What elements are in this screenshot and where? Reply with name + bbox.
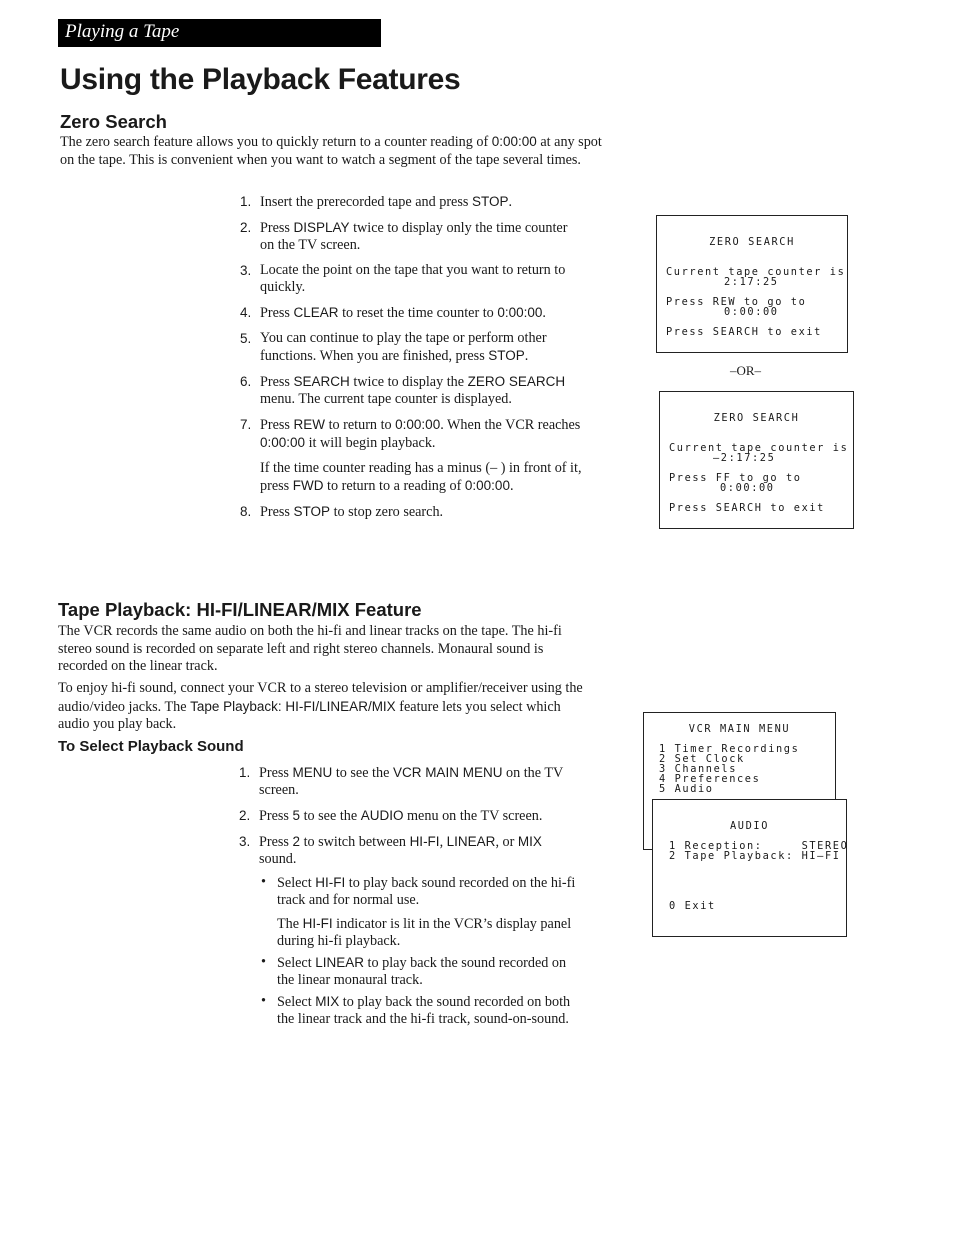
select-playback-subheading: To Select Playback Sound bbox=[58, 738, 244, 755]
screen-line: Press FF to go to bbox=[669, 472, 802, 484]
option-list bbox=[259, 874, 579, 1028]
control-term: STOP bbox=[293, 504, 331, 519]
step-text: Press 2 to switch between HI-FI, LINEAR, or MIX sound. bbox=[259, 834, 542, 867]
option-text: Select HI-FI to play back sound recorded on the hi-fi track and for normal use. bbox=[277, 875, 576, 908]
control-term: 0:00:00 bbox=[497, 305, 543, 320]
step-item bbox=[240, 416, 585, 495]
control-term: SEARCH bbox=[293, 374, 350, 389]
step-text: Press CLEAR to reset the time counter to 0:00:00. bbox=[260, 305, 546, 321]
bullet-icon: • bbox=[261, 993, 266, 1009]
menu-item-exit: 0 Exit bbox=[669, 900, 716, 912]
step-number: 7. bbox=[240, 417, 252, 432]
step-number: 3. bbox=[239, 834, 251, 849]
menu-item-reception: 1 Reception: STEREO bbox=[669, 840, 849, 852]
control-term: DISPLAY bbox=[293, 220, 350, 235]
control-term: 0:00:00 bbox=[491, 134, 537, 149]
screen-title: VCR MAIN MENU bbox=[688, 723, 791, 735]
screen-target-value: 0:00:00 bbox=[720, 482, 775, 494]
control-term: 0:00:00 bbox=[395, 417, 441, 432]
step-number: 1. bbox=[240, 194, 252, 209]
option-text: Select LINEAR to play back the sound recorded on the linear monaural track. bbox=[277, 955, 567, 988]
step-item bbox=[239, 833, 579, 1028]
step-number: 3. bbox=[240, 263, 252, 278]
bullet-icon: • bbox=[261, 874, 266, 890]
control-term: STOP bbox=[488, 348, 525, 363]
control-term: CLEAR bbox=[293, 305, 339, 320]
menu-item-channels: 3 Channels bbox=[659, 763, 737, 775]
menu-item-audio: 5 Audio bbox=[659, 783, 714, 795]
screen-line: Press SEARCH to exit bbox=[666, 326, 822, 338]
step-item bbox=[239, 807, 579, 825]
step-number: 2. bbox=[240, 220, 252, 235]
step-number: 8. bbox=[240, 504, 252, 519]
control-term: 5 bbox=[292, 808, 301, 823]
menu-item-preferences: 4 Preferences bbox=[659, 773, 761, 785]
step-item bbox=[240, 330, 585, 365]
step-item bbox=[240, 219, 585, 254]
option-note: The HI-FI indicator is lit in the VCR’s display panel during hi-fi playback. bbox=[277, 916, 572, 949]
control-term: MENU bbox=[292, 765, 333, 780]
control-term: Tape Playback: HI-FI/LINEAR/MIX bbox=[190, 698, 396, 714]
option-item bbox=[259, 954, 579, 989]
tape-playback-para-2: To enjoy hi-fi sound, connect your VCR to a stereo television or amplifier/receiver using the audio/video jacks. The Tape Playback: HI-FI/LINEAR/MIX feature lets you select which audio you play back. bbox=[58, 680, 583, 732]
page-title: Using the Playback Features bbox=[60, 63, 461, 96]
step-text: Press STOP to stop zero search. bbox=[260, 504, 444, 520]
option-text: Select MIX to play back the sound recorded on both the linear track and the hi-fi track, sound-on-sound. bbox=[277, 994, 571, 1027]
bullet-icon: • bbox=[261, 954, 266, 970]
screen-target-value: 0:00:00 bbox=[724, 306, 779, 318]
control-term: AUDIO bbox=[360, 808, 404, 823]
screen-line: Press REW to go to bbox=[666, 296, 807, 308]
control-term: VCR MAIN MENU bbox=[392, 765, 503, 780]
audio-menu-screen bbox=[652, 799, 847, 937]
screen-counter-value: 2:17:25 bbox=[724, 276, 779, 288]
step-text: Press REW to return to 0:00:00. When the VCR reaches 0:00:00 it will begin playback. bbox=[260, 417, 581, 451]
section-header-bar bbox=[58, 19, 381, 47]
screen-title: ZERO SEARCH bbox=[713, 412, 800, 424]
step-text: Press MENU to see the VCR MAIN MENU on the TV screen. bbox=[259, 765, 564, 798]
step-number: 2. bbox=[239, 808, 251, 823]
control-term: HI-FI bbox=[409, 834, 440, 849]
control-term: MIX bbox=[315, 994, 340, 1009]
control-term: HI-FI bbox=[315, 875, 346, 890]
zero-search-intro: The zero search feature allows you to quickly return to a counter reading of 0:00:00 at any spot on the tape. This is convenient when you want to watch a segment of the tape several times. bbox=[60, 134, 602, 168]
screen-title: ZERO SEARCH bbox=[709, 236, 795, 248]
step-item bbox=[240, 373, 585, 408]
or-separator: –OR– bbox=[730, 363, 762, 378]
control-term: 2 bbox=[292, 834, 301, 849]
screen-counter-value: –2:17:25 bbox=[713, 452, 776, 464]
screen-line: Current tape counter is bbox=[666, 266, 846, 278]
zero-search-steps bbox=[240, 193, 585, 529]
control-term: 0:00:00 bbox=[464, 478, 510, 493]
step-item bbox=[240, 193, 585, 211]
control-term: HI-FI bbox=[302, 916, 333, 931]
section-header-label: Playing a Tape bbox=[65, 21, 180, 42]
control-term: LINEAR bbox=[446, 834, 496, 849]
step-text: Insert the prerecorded tape and press STOP. bbox=[260, 194, 512, 210]
tape-playback-heading: Tape Playback: HI-FI/LINEAR/MIX Feature bbox=[58, 599, 422, 620]
zero-search-screen-rew bbox=[656, 215, 848, 353]
step-note: If the time counter reading has a minus (– ) in front of it, press FWD to return to a reading of 0:00:00. bbox=[260, 460, 582, 494]
option-item bbox=[259, 874, 579, 950]
step-number: 5. bbox=[240, 331, 252, 346]
step-number: 4. bbox=[240, 305, 252, 320]
step-item bbox=[240, 262, 585, 296]
control-term: ZERO SEARCH bbox=[467, 374, 566, 389]
menu-item-tape-playback: 2 Tape Playback: HI–FI bbox=[669, 850, 841, 862]
select-playback-steps bbox=[239, 764, 579, 1036]
step-item bbox=[240, 503, 585, 521]
menu-item-set-clock: 2 Set Clock bbox=[659, 753, 745, 765]
zero-search-heading: Zero Search bbox=[60, 111, 167, 132]
screen-line: Current tape counter is bbox=[669, 442, 849, 454]
control-term: MIX bbox=[517, 834, 542, 849]
screen-title: AUDIO bbox=[730, 820, 769, 832]
control-term: STOP bbox=[471, 194, 509, 209]
control-term: FWD bbox=[292, 478, 324, 493]
step-item bbox=[240, 304, 585, 322]
zero-search-screen-ff bbox=[659, 391, 854, 529]
step-text: You can continue to play the tape or perform other functions. When you are finished, press STOP. bbox=[260, 330, 547, 364]
step-number: 6. bbox=[240, 374, 252, 389]
tape-playback-para-1: The VCR records the same audio on both the hi-fi and linear tracks on the tape. The hi-fi stereo sound is recorded on separate left and right stereo channels. Monaural sound is recorded on the linear track. bbox=[58, 623, 562, 674]
screen-line: Press SEARCH to exit bbox=[669, 502, 825, 514]
step-text: Locate the point on the tape that you want to return to quickly. bbox=[260, 262, 566, 295]
step-text: Press SEARCH twice to display the ZERO SEARCH menu. The current tape counter is displayed. bbox=[260, 374, 566, 407]
control-term: 0:00:00 bbox=[260, 435, 306, 450]
control-term: REW bbox=[293, 417, 326, 432]
step-text: Press 5 to see the AUDIO menu on the TV screen. bbox=[259, 808, 543, 824]
step-text: Press DISPLAY twice to display only the time counter on the TV screen. bbox=[260, 220, 568, 253]
step-item bbox=[239, 764, 579, 799]
step-number: 1. bbox=[239, 765, 251, 780]
menu-item-timer-recordings: 1 Timer Recordings bbox=[659, 743, 800, 755]
option-item bbox=[259, 993, 579, 1028]
control-term: LINEAR bbox=[315, 955, 364, 970]
